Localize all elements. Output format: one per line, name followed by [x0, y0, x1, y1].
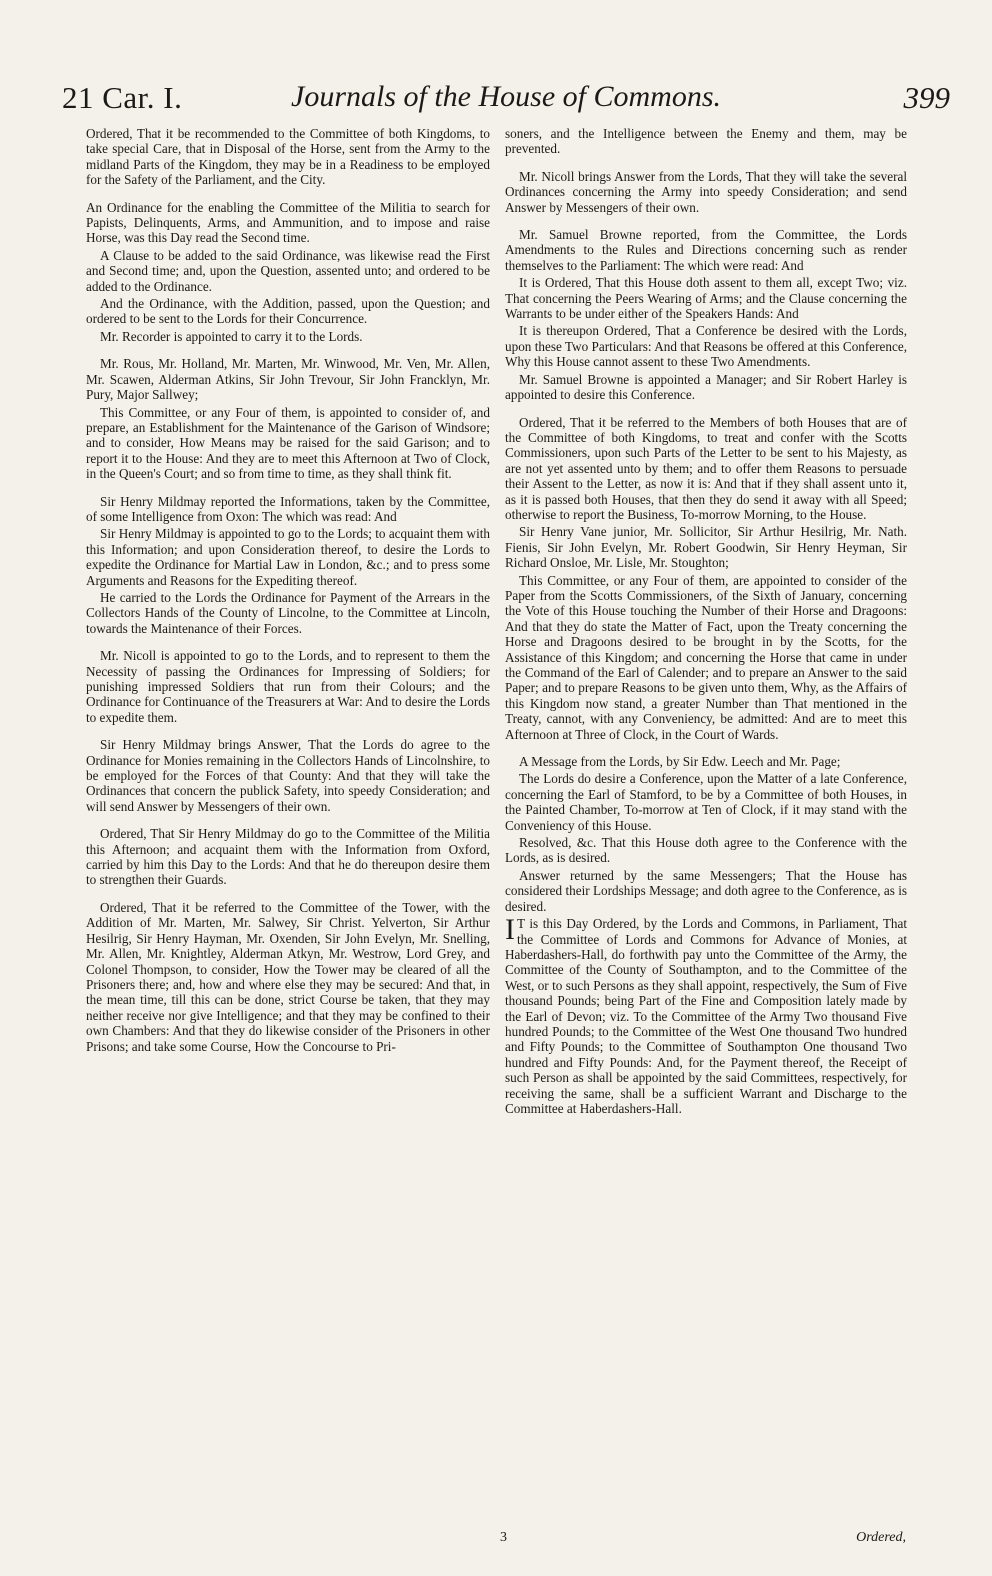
left-column — [86, 126, 490, 1056]
paragraph: Ordered, That it be recommended to the Committee of both Kingdoms, to take special Care, that in Disposal of the Horse, sent from the Army to the midland Parts of the Kingdom, they may be in a Readiness to be employed for the Safety of the Parliament, and the City. — [86, 126, 490, 188]
paragraph: A Clause to be added to the said Ordinance, was likewise read the First and Second time; and, upon the Question, assented unto; and ordered to be added to the Ordinance. — [86, 247, 490, 294]
drop-cap: I — [505, 913, 515, 947]
paragraph: Sir Henry Mildmay brings Answer, That the Lords do agree to the Ordinance for Monies remaining in the Collectors Hands of Lincolnshire, to be employed for the Forces of that County: And that they will take the Ordinances that concern the publick Safety, into speedy Consideration; and will send Answer by Messengers of their own. — [86, 737, 490, 814]
catchword: Ordered, — [856, 1530, 906, 1545]
signature-mark: 3 — [500, 1530, 507, 1545]
paragraph: Mr. Nicoll is appointed to go to the Lords, and to represent to them the Necessity of passing the Ordinances for Impressing of Soldiers; for punishing impressed Soldiers that run from their Colours; and the Ordinance for Continuance of the Treasurers at War: And to desire the Lords to expedite them. — [86, 648, 490, 725]
paragraph: He carried to the Lords the Ordinance for Payment of the Arrears in the Collectors Hands of the County of Lincolne, to the Committee at Lincoln, towards the Maintenance of their Forces. — [86, 589, 490, 636]
paragraph: Mr. Samuel Browne is appointed a Manager; and Sir Robert Harley is appointed to desire this Conference. — [505, 371, 907, 403]
paragraph: It is thereupon Ordered, That a Conference be desired with the Lords, upon these Two Particulars: And that Reasons be offered at this Conference, Why this House cannot assent to these Two Amendments. — [505, 323, 907, 370]
running-title: Journals of the House of Commons. — [291, 80, 721, 113]
paragraph: Ordered, That it be referred to the Committee of the Tower, with the Addition of Mr. Marten, Mr. Salwey, Sir Christ. Yelverton, Sir Arthur Hesilrig, Sir Henry Hayman, Mr. Oxenden, Sir John Evelyn, Mr. Snelling, Mr. Allen, Mr. Knightley, Alderman Atkyn, Mr. Westrow, Lord Grey, and Colonel Thompson, to consider, How the Tower may be cleared of all the Prisoners there; and, how and where else they may be secured: And that, in the mean time, till this can be done, strict Course be taken, that they may neither receive nor give Intelligence; and that they may be confined to their own Chambers: And that they do likewise consider of the Prisoners in other Prisons; and take some Course, How the Concourse to Pri- — [86, 899, 490, 1054]
paragraph: And the Ordinance, with the Addition, passed, upon the Question; and ordered to be sent to the Lords for their Concurrence. — [86, 296, 490, 327]
page-number: 399 — [903, 80, 950, 115]
paragraph: A Message from the Lords, by Sir Edw. Leech and Mr. Page; — [519, 754, 841, 770]
paragraph: Mr. Samuel Browne reported, from the Committee, the Lords Amendments to the Rules and Directions concerning such as render themselves to the Parliament: The which were read: And — [505, 227, 907, 273]
paragraph: Mr. Recorder is appointed to carry it to the Lords. — [100, 328, 363, 344]
right-column — [505, 126, 907, 1118]
paragraph: Ordered, That Sir Henry Mildmay do go to the Committee of the Militia this Afternoon; and acquaint them with the Information from Oxford, carried by him this Day to the Lords: And that he do thereupon desire them to strengthen their Guards. — [86, 826, 490, 888]
paragraph: soners, and the Intelligence between the Enemy and them, may be prevented. — [505, 126, 907, 157]
order-text: T is this Day Ordered, by the Lords and Commons, in Parliament, That the Committee of Lords and Commons for Advance of Monies, at Haberdashers-Hall, do forthwith pay unto the Committee of the Army, the Committee of the County of Southampton, and to the Committee of the West, or to such Persons as they shall appoint, respectively, the Sum of Five thousand Pounds; being Part of the Fine and Composition lately made by the Earl of Devon; viz. To the Committee of the Army Two thousand Five hundred Pounds; to the Committee of the West One thousand Two hundred and Fifty Pounds; to the Committee of Southampton One thousand Two hundred and Fifty Pounds: And, for the Payment thereof, the Receipt of such Person as shall be appointed by the said Committees, respectively, for receiving the same, shall be a sufficient Warrant and Discharge to the Committee at Haberdashers-Hall. — [505, 916, 907, 1116]
paragraph: An Ordinance for the enabling the Committee of the Militia to search for Papists, Delinquents, Arms, and Ammunition, and to impose and raise Horse, was this Day read the Second time. — [86, 199, 490, 246]
paragraph: The Lords do desire a Conference, upon the Matter of a late Conference, concerning the Earl of Stamford, to be by a Committee of both Houses, in the Painted Chamber, To-morrow at Ten of Clock, if it may stand with the Conveniency of this House. — [505, 771, 907, 833]
paragraph: This Committee, or any Four of them, are appointed to consider of the Paper from the Scotts Commissioners, of the Sixth of January, concerning the Vote of this House touching the Number of their Horse and Dragoons: And that they do state the Matter of Fact, upon the Treaty concerning the Horse and Dragoons desired to be brought in by the Scotts, for the Assistance of this Kingdom; and concerning the Horse that came in under the Command of the Earl of Calender; and to prepare an Answer to the said Paper; and to prepare Reasons to be given unto them, Why, as the Affairs of this Kingdom now stand, a greater Number than That mentioned in the Treaty, cannot, with any Conveniency, be admitted: And are to meet this Afternoon at Three of Clock, in the Court of Wards. — [505, 572, 907, 742]
paragraph: Sir Henry Mildmay reported the Informations, taken by the Committee, of some Intelligence from Oxon: The which was read: And — [86, 493, 490, 524]
paragraph: Mr. Nicoll brings Answer from the Lords, That they will take the several Ordinances concerning the Army into speedy Consideration; and send Answer by Messengers of their own. — [505, 168, 907, 215]
page-header — [62, 78, 950, 120]
paragraph: Mr. Rous, Mr. Holland, Mr. Marten, Mr. Winwood, Mr. Ven, Mr. Allen, Mr. Scawen, Alderman Atkins, Sir John Trevour, Sir John Francklyn, Mr. Pury, Major Sallwey; — [86, 356, 490, 403]
paragraph: Sir Henry Vane junior, Mr. Sollicitor, Sir Arthur Hesilrig, Mr. Nath. Fienis, Sir John Evelyn, Mr. Robert Goodwin, Sir Henry Heyman, Sir Richard Onsloe, Mr. Lisle, Mr. Stoughton; — [505, 524, 907, 571]
regnal-year: 21 Car. I. — [62, 80, 183, 115]
paragraph: Ordered, That it be referred to the Members of both Houses that are of the Committee of both Kingdoms, to treat and confer with the Scotts Commissioners, upon such Parts of the Letter to be sent to his Majesty, as are not yet assented unto by them; and to offer them Reasons to persuade their Assent to the Letter, as now it is: And that if they shall assent unto it, as it is passed both Houses, that then they do send it away with all Speed; otherwise to report the Business, To-morrow Morning, to the House. — [505, 414, 907, 522]
paragraph: Resolved, &c. That this House doth agree to the Conference with the Lords, as is desired. — [505, 835, 907, 866]
paragraph: It is Ordered, That this House doth assent to them all, except Two; viz. That concerning the Peers Wearing of Arms; and the Clause concerning the Warrants to be under either of the Speakers Hands: And — [505, 275, 907, 322]
paragraph: Sir Henry Mildmay is appointed to go to the Lords; to acquaint them with this Information; and upon Consideration thereof, to desire the Lords to expedite the Ordinance for Martial Law in London, &c.; and to press some Arguments and Reasons for the Expediting thereof. — [86, 526, 490, 588]
order-paragraph — [505, 913, 907, 1116]
paragraph: This Committee, or any Four of them, is appointed to consider of, and prepare, an Establishment for the Maintenance of the Garison of Windsore; and to consider, How Means may be raised for the said Garison; and to report it to the House: And they are to meet this Afternoon at Two of Clock, in the Queen's Court; and so from time to time, as they shall think fit. — [86, 404, 490, 482]
paragraph: Answer returned by the same Messengers; That the House has considered their Lordships Message; and doth agree to the Conference, as is desired. — [505, 867, 907, 914]
